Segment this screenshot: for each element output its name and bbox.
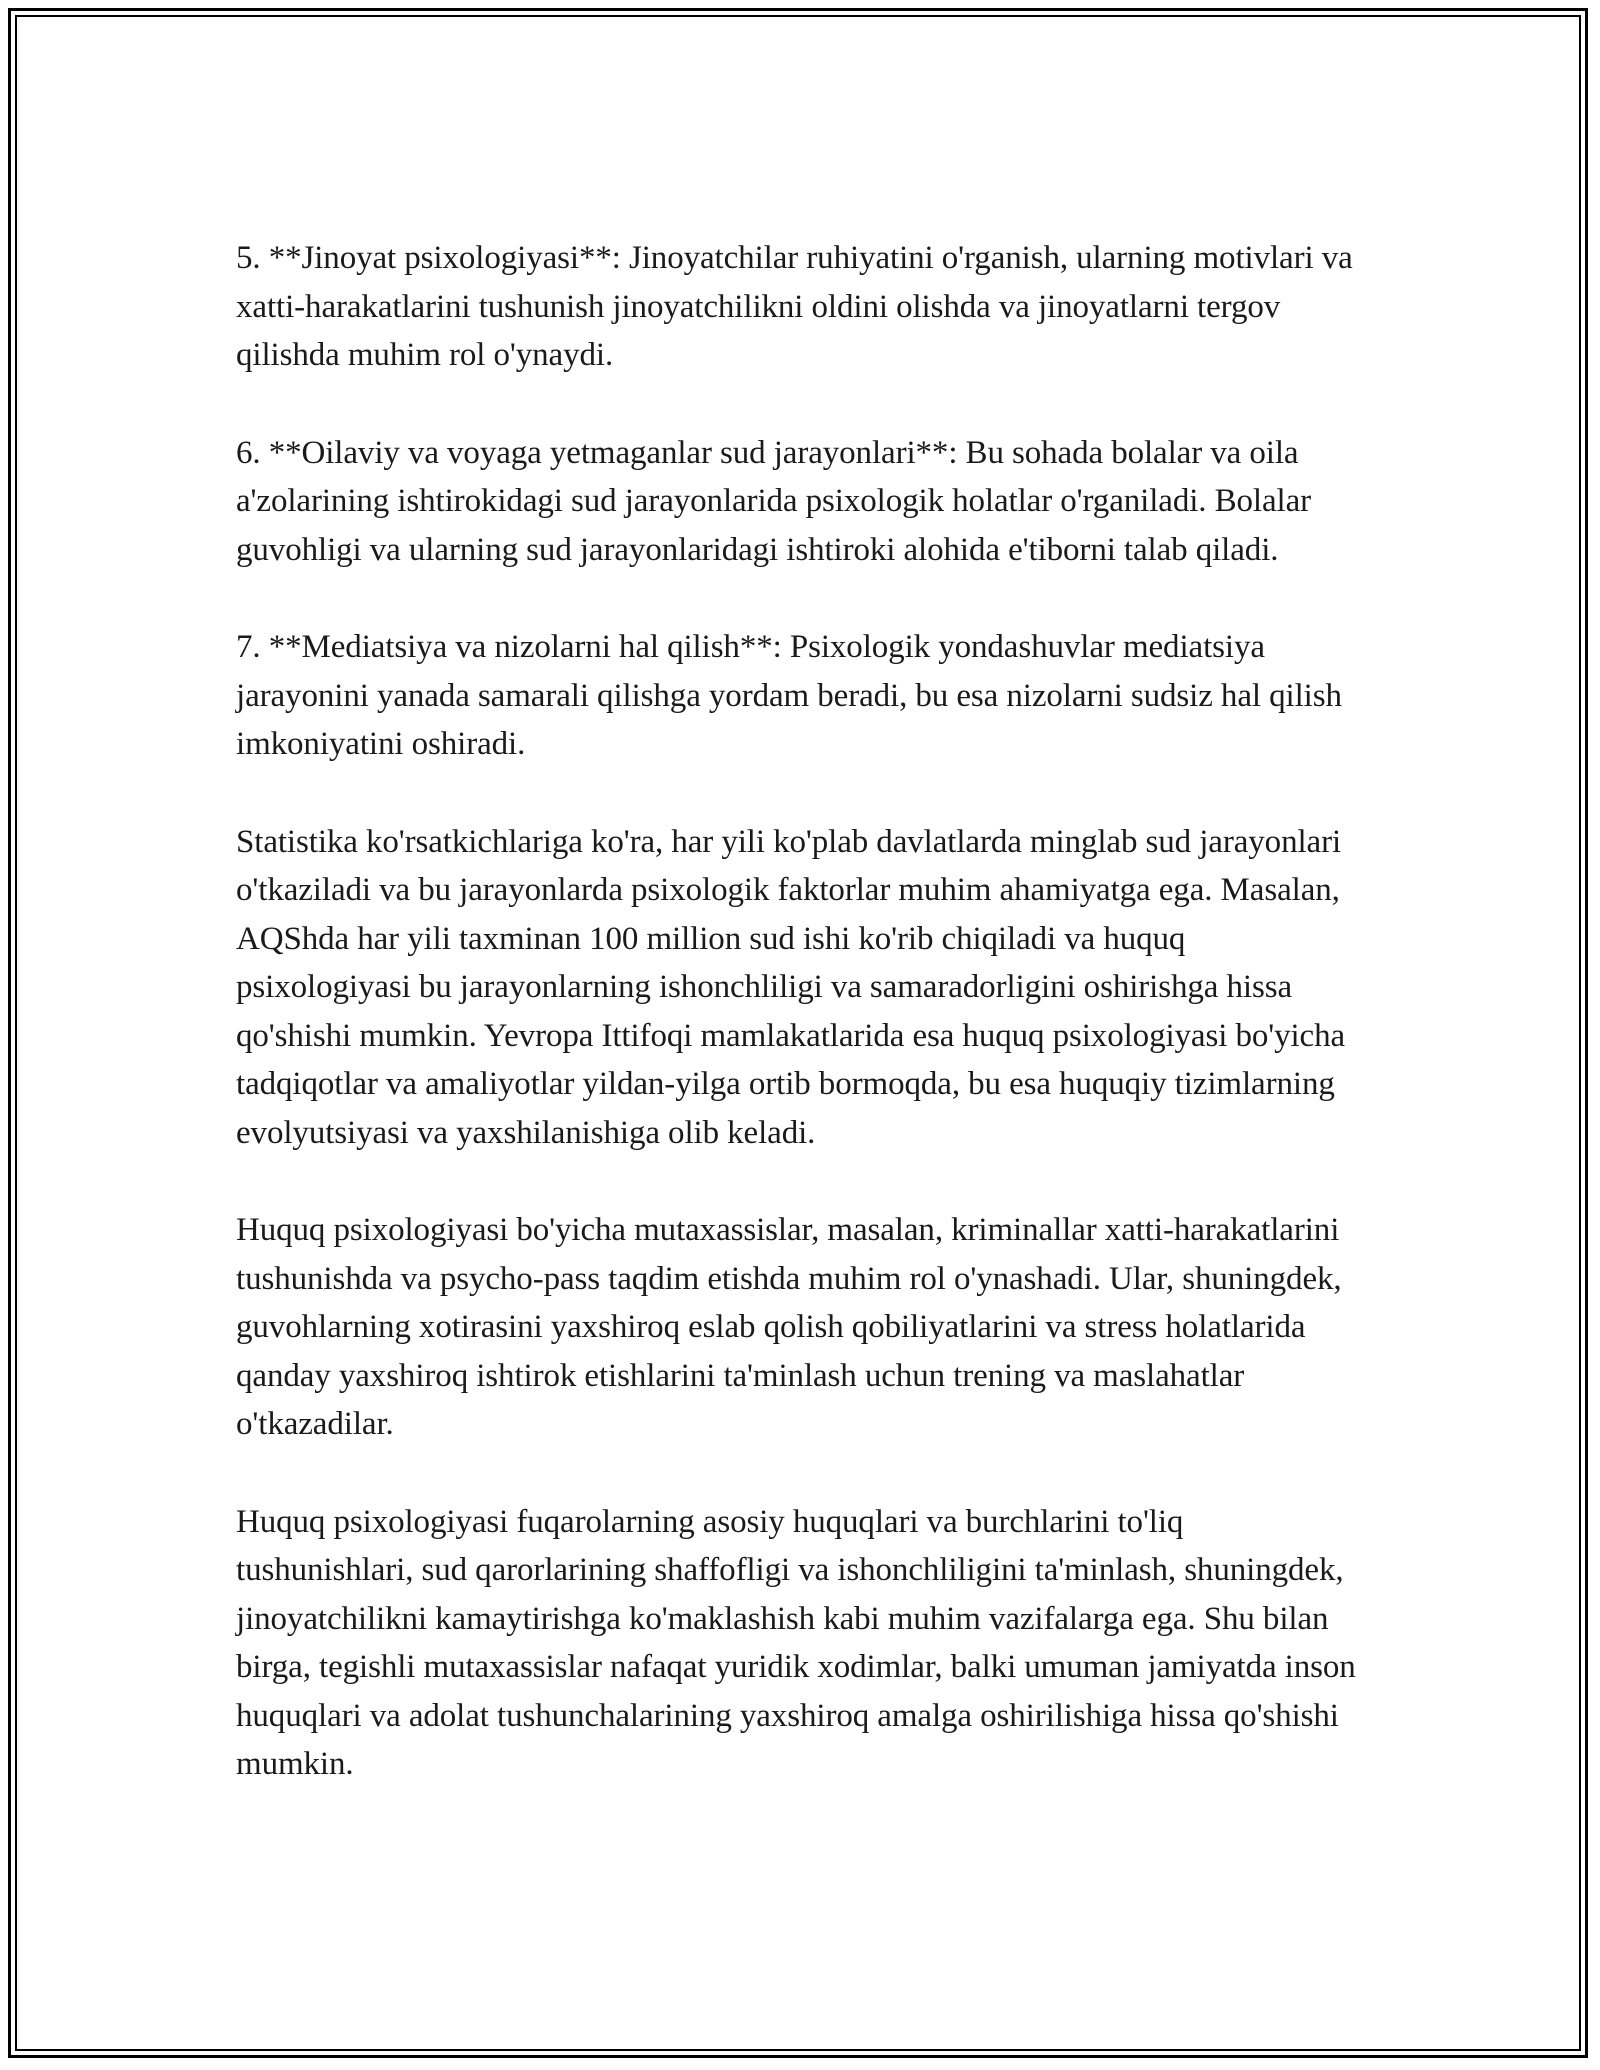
paragraph-specialists: Huquq psixologiyasi bo'yicha mutaxassislar, masalan, kriminallar xatti-harakatlarini tushunishda va psycho-pass taqdim etishda muhim rol o'ynashadi. Ular, shuningdek, guvohlarning xotirasini yaxshiroq eslab qolish qobiliyatlarini va stress holatlarida qanday yaxshiroq ishtirok etishlarini ta'minlash uchun trening va maslahatlar o'tkazadilar. <box>236 1212 1342 1442</box>
paragraph-conclusion: Huquq psixologiyasi fuqarolarning asosiy huquqlari va burchlarini to'liq tushunishlari, sud qarorlarining shaffofligi va ishonchliligini ta'minlash, shuningdek, jinoyatchilikni kamaytirishga ko'maklashish kabi muhim vazifalarga ega. Shu bilan birga, tegishli mutaxassislar nafaqat yuridik xodimlar, balki umuman jamiyatda inson huquqlari va adolat tushunchalarining yaxshiroq amalga oshirilishiga hissa qo'shishi mumkin. <box>236 1503 1356 1782</box>
paragraph-statistics: Statistika ko'rsatkichlariga ko'ra, har yili ko'plab davlatlarda minglab sud jarayonlari o'tkaziladi va bu jarayonlarda psixologik faktorlar muhim ahamiyatga ega. Masalan, AQShda har yili taxminan 100 million sud ishi ko'rib chiqiladi va huquq psixologiyasi bu jarayonlarning ishonchliligi va samaradorligini oshirishga hissa qo'shishi mumkin. Yevropa Ittifoqi mamlakatlarida esa huquq psixologiyasi bo'yicha tadqiqotlar va amaliyotlar yildan-yilga ortib bormoqda, bu esa huquqiy tizimlarning evolyutsiyasi va yaxshilanishiga olib keladi. <box>236 823 1346 1151</box>
paragraph-criminal-psychology: 5. **Jinoyat psixologiyasi**: Jinoyatchilar ruhiyatini o'rganish, ularning motivlari va xatti-harakatlarini tushunish jinoyatchilikni oldini olishda va jinoyatlarni tergov qilishda muhim rol o'ynaydi. <box>236 240 1353 373</box>
paragraph-mediation: 7. **Mediatsiya va nizolarni hal qilish**: Psixologik yondashuvlar mediatsiya jarayonini yanada samarali qilishga yordam beradi, bu esa nizolarni sudsiz hal qilish imkoniyatini oshiradi. <box>236 629 1342 762</box>
document-body <box>236 234 1366 1789</box>
paragraph-family-juvenile-proceedings: 6. **Oilaviy va voyaga yetmaganlar sud jarayonlari**: Bu sohada bolalar va oila a'zolarining ishtirokidagi sud jarayonlarida psixologik holatlar o'rganiladi. Bolalar guvohligi va ularning sud jarayonlaridagi ishtiroki alohida e'tiborni talab qiladi. <box>236 434 1312 568</box>
